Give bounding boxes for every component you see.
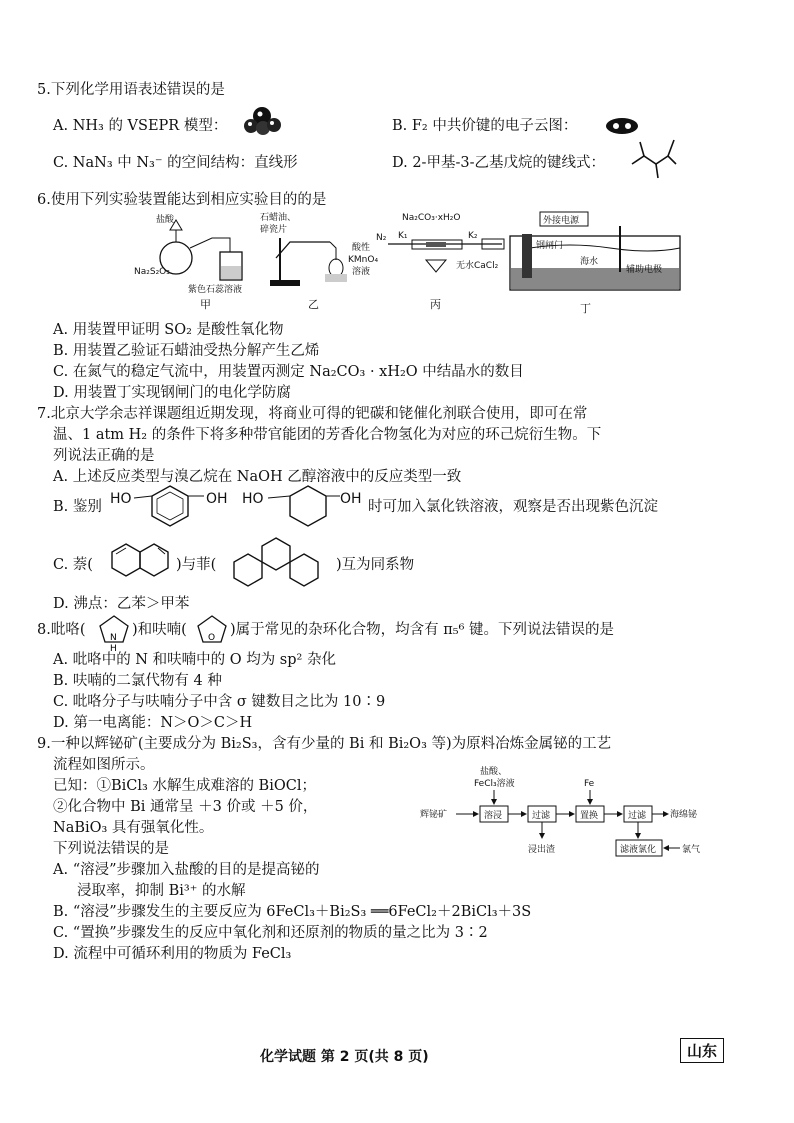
q8-stem-suffix: )属于常见的杂环化合物，均含有 π₅⁶ 键。下列说法错误的是: [230, 622, 615, 638]
naphthalene-figure: [108, 538, 174, 588]
label-ding-sea: 海水: [580, 257, 599, 267]
region-badge: 山东: [680, 1038, 724, 1063]
q7-stem-line3: 列说法正确的是: [53, 448, 155, 464]
flow-filter-1: 过滤: [532, 811, 551, 821]
flow-ore: 辉铋矿: [420, 810, 448, 820]
q7-option-c-mid: )与菲(: [176, 557, 217, 573]
q6-option-b: B. 用装置乙验证石蜡油受热分解产生乙烯: [53, 343, 320, 359]
q7-option-c-suffix: )互为同系物: [336, 557, 415, 573]
label-ding-gate: 钢闸门: [536, 241, 564, 251]
f2-electron-cloud-figure: [604, 116, 640, 136]
pyrrole-h-label: H: [110, 644, 117, 652]
label-yi-solution: 溶液: [352, 267, 371, 277]
q6-option-a: A. 用装置甲证明 SO₂ 是酸性氧化物: [53, 322, 284, 338]
q8-option-d: D. 第一电离能：N＞O＞C＞H: [53, 715, 253, 731]
q6-option-d: D. 用装置丁实现钢闸门的电化学防腐: [53, 385, 291, 401]
label-jia-litmus: 紫色石蕊溶液: [188, 285, 243, 295]
label-ding-electrode: 辅助电极: [626, 265, 663, 275]
label-bing-k1: K₁: [398, 231, 408, 241]
q8-stem-prefix: 8.吡咯(: [37, 622, 86, 638]
ho-label-2: HO: [242, 491, 264, 507]
q9-stem-line1: 9.一种以辉铋矿(主要成分为 Bi₂S₃，含有少量的 Bi 和 Bi₂O₃ 等)为原料冶炼金属铋的工艺: [37, 736, 612, 752]
page-footer: 化学试题 第 2 页(共 8 页): [260, 1049, 429, 1065]
q9-option-c: C. “置换”步骤发生的反应中氧化剂和还原剂的物质的量之比为 3∶2: [53, 925, 488, 941]
flow-input-top-1: 盐酸、: [480, 767, 508, 777]
ho-label-1: HO: [110, 491, 132, 507]
furan-figure: [194, 612, 230, 646]
q5-option-c: C. NaN₃ 中 N₃⁻ 的空间结构：直线形: [53, 155, 298, 171]
label-yi-kmno4: KMnO₄: [348, 255, 379, 265]
q9-process-flowchart: [418, 764, 708, 864]
q9-option-a-line1: A. “溶浸”步骤加入盐酸的目的是提高铋的: [53, 862, 320, 878]
q5-option-a: A. NH₃ 的 VSEPR 模型：: [53, 118, 228, 134]
flow-input-top-2: FeCl₃溶液: [474, 779, 515, 789]
flow-chlorine: 氯气: [682, 845, 701, 855]
nh3-vsepr-model-figure: [242, 106, 284, 136]
q6-stem: 6.使用下列实验装置能达到相应实验目的的是: [37, 192, 327, 208]
q9-option-a-line2: 浸取率，抑制 Bi³⁺ 的水解: [77, 883, 246, 899]
q7-stem-line2: 温、1 atm H₂ 的条件下将多种带官能团的芳香化合物氢化为对应的环己烷衍生物。下: [53, 427, 602, 443]
phenanthrene-figure: [230, 532, 340, 588]
q9-ask: 下列说法错误的是: [53, 841, 169, 857]
q7-option-b-prefix: B. 鉴别: [53, 499, 102, 515]
q5-option-d: D. 2-甲基-3-乙基戊烷的键线式：: [392, 155, 605, 171]
skeletal-formula-figure: [628, 134, 678, 182]
q9-stem-line2: 流程如图所示。: [53, 757, 155, 773]
pyrrole-n-label: N: [110, 633, 117, 643]
oh-label-2: OH: [340, 491, 362, 507]
label-bing-n2: N₂: [376, 233, 387, 243]
oh-label-1: OH: [206, 491, 228, 507]
flow-chlorinate: 滤液氯化: [620, 845, 657, 855]
label-yi-oil: 石蜡油、: [260, 213, 297, 223]
label-jia-na2so3: Na₂S₂O₃: [134, 267, 170, 277]
furan-o-label: O: [208, 633, 216, 643]
label-jia: 甲: [200, 298, 211, 311]
q8-option-c: C. 吡咯分子与呋喃分子中含 σ 键数目之比为 10∶9: [53, 694, 386, 710]
q9-known-1: 已知：①BiCl₃ 水解生成难溶的 BiOCl；: [53, 778, 316, 794]
pyrrole-figure: [96, 612, 132, 652]
q6-apparatus-figure: [130, 208, 690, 322]
dihydroxy-structures-figure: [110, 480, 370, 536]
q6-option-c: C. 在氮气的稳定气流中，用装置丙测定 Na₂CO₃ · xH₂O 中结晶水的数目: [53, 364, 524, 380]
q7-stem-line1: 7.北京大学余志祥课题组近期发现，将商业可得的钯碳和铑催化剂联合使用，即可在常: [37, 406, 588, 422]
q9-known-3: NaBiO₃ 具有强氧化性。: [53, 820, 214, 836]
flow-fe: Fe: [584, 779, 595, 789]
label-ding-power: 外接电源: [543, 216, 580, 226]
label-yi-acidic: 酸性: [352, 243, 371, 253]
q9-option-b: B. “溶浸”步骤发生的主要反应为 6FeCl₃＋Bi₂S₃ ══6FeCl₂＋2BiCl₃＋3S: [53, 904, 532, 920]
label-ding: 丁: [580, 302, 591, 315]
q9-known-2: ②化合物中 Bi 通常呈 ＋3 价或 ＋5 价，: [53, 799, 318, 815]
flow-replace: 置换: [580, 811, 599, 821]
flow-filter-2: 过滤: [628, 811, 647, 821]
flow-leach: 溶浸: [484, 811, 503, 821]
q7-option-d: D. 沸点：乙苯＞甲苯: [53, 596, 190, 612]
label-bing-k2: K₂: [468, 231, 478, 241]
q5-option-b: B. F₂ 中共价键的电子云图：: [392, 118, 578, 134]
label-bing-crystal: Na₂CO₃·xH₂O: [402, 213, 461, 223]
q8-option-b: B. 呋喃的二氯代物有 4 种: [53, 673, 222, 689]
q7-option-a: A. 上述反应类型与溴乙烷在 NaOH 乙醇溶液中的反应类型一致: [53, 469, 462, 485]
q9-option-d: D. 流程中可循环利用的物质为 FeCl₃: [53, 946, 292, 962]
label-bing-cacl2: 无水CaCl₂: [456, 261, 499, 271]
label-yi-porcelain: 碎瓷片: [260, 225, 288, 235]
label-bing: 丙: [430, 298, 441, 311]
q7-option-c-prefix: C. 萘(: [53, 557, 93, 573]
q8-option-a: A. 吡咯中的 N 和呋喃中的 O 均为 sp² 杂化: [53, 652, 336, 668]
flow-product: 海绵铋: [670, 810, 698, 820]
label-yi: 乙: [308, 298, 319, 311]
q8-stem-mid: )和呋喃(: [132, 622, 187, 638]
flow-residue: 浸出渣: [528, 845, 556, 855]
label-jia-hcl: 盐酸: [156, 215, 175, 225]
q5-stem: 5.下列化学用语表述错误的是: [37, 82, 225, 98]
q7-option-b-suffix: 时可加入氯化铁溶液，观察是否出现紫色沉淀: [368, 499, 658, 515]
